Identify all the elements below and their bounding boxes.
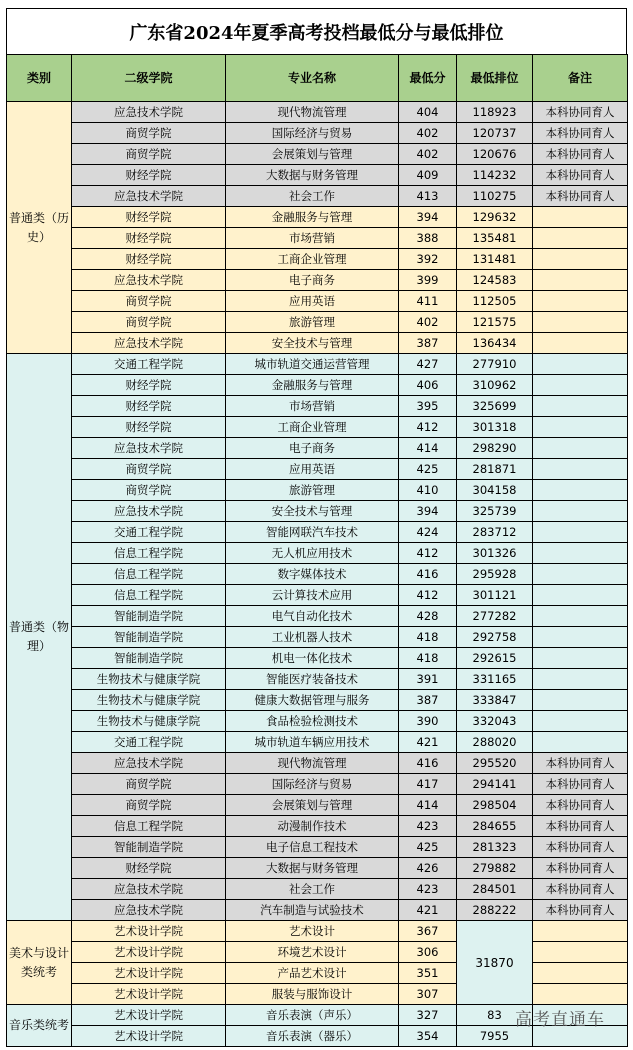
note-cell: 本科协同育人 [533, 165, 628, 186]
note-cell [533, 648, 628, 669]
min-rank-cell: 131481 [457, 249, 533, 270]
college-cell: 财经学院 [72, 165, 226, 186]
min-rank-cell: 277910 [457, 354, 533, 375]
min-score-cell: 387 [399, 333, 457, 354]
min-score-cell: 351 [399, 963, 457, 984]
note-cell [533, 711, 628, 732]
table-row [7, 963, 628, 984]
min-score-cell: 412 [399, 585, 457, 606]
min-rank-cell: 301318 [457, 417, 533, 438]
min-score-cell: 399 [399, 270, 457, 291]
min-score-cell: 423 [399, 879, 457, 900]
min-rank-cell: 310962 [457, 375, 533, 396]
major-cell: 现代物流管理 [226, 102, 399, 123]
college-cell: 应急技术学院 [72, 186, 226, 207]
note-cell [533, 270, 628, 291]
note-cell [533, 291, 628, 312]
major-cell: 国际经济与贸易 [226, 774, 399, 795]
college-cell: 艺术设计学院 [72, 1005, 226, 1026]
note-cell [533, 564, 628, 585]
note-cell [533, 375, 628, 396]
min-rank-cell: 135481 [457, 228, 533, 249]
college-cell: 艺术设计学院 [72, 942, 226, 963]
header-min-score: 最低分 [399, 55, 457, 102]
table-row [7, 627, 628, 648]
college-cell: 信息工程学院 [72, 585, 226, 606]
category-cell: 美术与设计类统考 [7, 921, 72, 1005]
min-rank-cell: 284655 [457, 816, 533, 837]
major-cell: 电子商务 [226, 270, 399, 291]
major-cell: 旅游管理 [226, 480, 399, 501]
min-score-cell: 391 [399, 669, 457, 690]
major-cell: 市场营销 [226, 228, 399, 249]
min-rank-cell: 281323 [457, 837, 533, 858]
table-title: 广东省2024年夏季高考投档最低分与最低排位 [6, 8, 627, 54]
min-score-cell: 409 [399, 165, 457, 186]
table-row [7, 396, 628, 417]
college-cell: 应急技术学院 [72, 879, 226, 900]
note-cell [533, 249, 628, 270]
score-table [6, 54, 628, 1047]
min-rank-cell: 331165 [457, 669, 533, 690]
min-score-cell: 406 [399, 375, 457, 396]
table-row [7, 459, 628, 480]
college-cell: 财经学院 [72, 207, 226, 228]
min-rank-cell: 288020 [457, 732, 533, 753]
college-cell: 艺术设计学院 [72, 963, 226, 984]
min-score-cell: 426 [399, 858, 457, 879]
college-cell: 生物技术与健康学院 [72, 690, 226, 711]
header-college: 二级学院 [72, 55, 226, 102]
major-cell: 工业机器人技术 [226, 627, 399, 648]
min-score-cell: 402 [399, 144, 457, 165]
table-row [7, 774, 628, 795]
major-cell: 健康大数据管理与服务 [226, 690, 399, 711]
table-row [7, 354, 628, 375]
min-rank-cell: 283712 [457, 522, 533, 543]
college-cell: 生物技术与健康学院 [72, 669, 226, 690]
college-cell: 智能制造学院 [72, 648, 226, 669]
min-score-cell: 327 [399, 1005, 457, 1026]
min-score-cell: 421 [399, 732, 457, 753]
major-cell: 工商企业管理 [226, 417, 399, 438]
min-score-cell: 404 [399, 102, 457, 123]
college-cell: 艺术设计学院 [72, 921, 226, 942]
table-row [7, 123, 628, 144]
table-row [7, 501, 628, 522]
note-cell: 本科协同育人 [533, 753, 628, 774]
college-cell: 艺术设计学院 [72, 1026, 226, 1047]
note-cell: 本科协同育人 [533, 102, 628, 123]
table-row [7, 984, 628, 1005]
table-row [7, 690, 628, 711]
note-cell [533, 333, 628, 354]
note-cell [533, 543, 628, 564]
college-cell: 生物技术与健康学院 [72, 711, 226, 732]
major-cell: 社会工作 [226, 186, 399, 207]
min-score-cell: 425 [399, 459, 457, 480]
major-cell: 城市轨道交通运营管理 [226, 354, 399, 375]
college-cell: 应急技术学院 [72, 333, 226, 354]
min-rank-cell: 301121 [457, 585, 533, 606]
min-score-cell: 306 [399, 942, 457, 963]
min-score-cell: 367 [399, 921, 457, 942]
note-cell [533, 354, 628, 375]
min-score-cell: 423 [399, 816, 457, 837]
min-rank-cell: 114232 [457, 165, 533, 186]
min-rank-cell: 277282 [457, 606, 533, 627]
major-cell: 音乐表演（声乐） [226, 1005, 399, 1026]
major-cell: 汽车制造与试验技术 [226, 900, 399, 921]
min-rank-cell: 118923 [457, 102, 533, 123]
min-rank-cell: 284501 [457, 879, 533, 900]
college-cell: 商贸学院 [72, 795, 226, 816]
category-cell: 普通类（历史） [7, 102, 72, 354]
note-cell [533, 396, 628, 417]
table-row [7, 942, 628, 963]
major-cell: 食品检验检测技术 [226, 711, 399, 732]
table-row [7, 291, 628, 312]
min-score-cell: 395 [399, 396, 457, 417]
college-cell: 商贸学院 [72, 459, 226, 480]
table-row [7, 732, 628, 753]
min-score-cell: 394 [399, 207, 457, 228]
table-row [7, 900, 628, 921]
min-rank-cell: 298504 [457, 795, 533, 816]
college-cell: 信息工程学院 [72, 564, 226, 585]
min-score-cell: 412 [399, 543, 457, 564]
college-cell: 财经学院 [72, 228, 226, 249]
table-row [7, 585, 628, 606]
table-row [7, 438, 628, 459]
min-score-cell: 392 [399, 249, 457, 270]
header-major: 专业名称 [226, 55, 399, 102]
min-score-cell: 414 [399, 795, 457, 816]
table-row [7, 375, 628, 396]
note-cell [533, 984, 628, 1005]
major-cell: 现代物流管理 [226, 753, 399, 774]
college-cell: 商贸学院 [72, 144, 226, 165]
major-cell: 城市轨道车辆应用技术 [226, 732, 399, 753]
note-cell [533, 921, 628, 942]
min-score-cell: 427 [399, 354, 457, 375]
note-cell [533, 459, 628, 480]
college-cell: 智能制造学院 [72, 837, 226, 858]
table-row [7, 837, 628, 858]
college-cell: 应急技术学院 [72, 753, 226, 774]
header-row [7, 55, 628, 102]
min-rank-cell: 279882 [457, 858, 533, 879]
college-cell: 财经学院 [72, 249, 226, 270]
college-cell: 交通工程学院 [72, 354, 226, 375]
min-score-cell: 402 [399, 312, 457, 333]
category-cell: 普通类（物理） [7, 354, 72, 921]
min-rank-cell: 120676 [457, 144, 533, 165]
college-cell: 财经学院 [72, 396, 226, 417]
major-cell: 云计算技术应用 [226, 585, 399, 606]
min-rank-cell: 121575 [457, 312, 533, 333]
major-cell: 会展策划与管理 [226, 144, 399, 165]
min-score-cell: 412 [399, 417, 457, 438]
min-score-cell: 411 [399, 291, 457, 312]
min-rank-cell: 110275 [457, 186, 533, 207]
table-row [7, 753, 628, 774]
major-cell: 社会工作 [226, 879, 399, 900]
note-cell [533, 732, 628, 753]
table-row [7, 648, 628, 669]
major-cell: 国际经济与贸易 [226, 123, 399, 144]
min-score-cell: 390 [399, 711, 457, 732]
table-row [7, 186, 628, 207]
note-cell [533, 501, 628, 522]
major-cell: 音乐表演（器乐） [226, 1026, 399, 1047]
major-cell: 动漫制作技术 [226, 816, 399, 837]
college-cell: 商贸学院 [72, 312, 226, 333]
min-rank-cell: 294141 [457, 774, 533, 795]
min-rank-cell: 31870 [457, 921, 533, 1005]
college-cell: 商贸学院 [72, 291, 226, 312]
min-rank-cell: 83 [457, 1005, 533, 1026]
note-cell: 本科协同育人 [533, 816, 628, 837]
table-row [7, 312, 628, 333]
note-cell [533, 669, 628, 690]
min-rank-cell: 292615 [457, 648, 533, 669]
table-row [7, 102, 628, 123]
table-row [7, 417, 628, 438]
min-score-cell: 307 [399, 984, 457, 1005]
table-body [7, 102, 628, 1047]
major-cell: 大数据与财务管理 [226, 165, 399, 186]
college-cell: 信息工程学院 [72, 816, 226, 837]
min-rank-cell: 112505 [457, 291, 533, 312]
min-rank-cell: 333847 [457, 690, 533, 711]
min-score-cell: 418 [399, 648, 457, 669]
table-row [7, 480, 628, 501]
college-cell: 智能制造学院 [72, 627, 226, 648]
table-row [7, 711, 628, 732]
min-score-cell: 354 [399, 1026, 457, 1047]
header-min-rank: 最低排位 [457, 55, 533, 102]
college-cell: 交通工程学院 [72, 522, 226, 543]
major-cell: 金融服务与管理 [226, 207, 399, 228]
min-score-cell: 418 [399, 627, 457, 648]
college-cell: 艺术设计学院 [72, 984, 226, 1005]
min-score-cell: 387 [399, 690, 457, 711]
watermark: 高考直通车 [515, 1010, 605, 1030]
table-row [7, 144, 628, 165]
min-rank-cell: 304158 [457, 480, 533, 501]
table-row [7, 795, 628, 816]
note-cell [533, 438, 628, 459]
min-score-cell: 417 [399, 774, 457, 795]
college-cell: 智能制造学院 [72, 606, 226, 627]
major-cell: 会展策划与管理 [226, 795, 399, 816]
college-cell: 财经学院 [72, 375, 226, 396]
note-cell [533, 228, 628, 249]
college-cell: 应急技术学院 [72, 270, 226, 291]
min-rank-cell: 288222 [457, 900, 533, 921]
min-rank-cell: 124583 [457, 270, 533, 291]
table-row [7, 207, 628, 228]
table-row [7, 816, 628, 837]
table-row [7, 669, 628, 690]
major-cell: 金融服务与管理 [226, 375, 399, 396]
min-score-cell: 416 [399, 564, 457, 585]
table-row [7, 606, 628, 627]
min-rank-cell: 120737 [457, 123, 533, 144]
note-cell: 本科协同育人 [533, 900, 628, 921]
table-row [7, 165, 628, 186]
note-cell [533, 417, 628, 438]
min-rank-cell: 292758 [457, 627, 533, 648]
college-cell: 应急技术学院 [72, 102, 226, 123]
table-row [7, 333, 628, 354]
note-cell [533, 690, 628, 711]
min-rank-cell: 325699 [457, 396, 533, 417]
college-cell: 应急技术学院 [72, 438, 226, 459]
min-rank-cell: 129632 [457, 207, 533, 228]
major-cell: 智能网联汽车技术 [226, 522, 399, 543]
major-cell: 市场营销 [226, 396, 399, 417]
min-score-cell: 428 [399, 606, 457, 627]
min-score-cell: 414 [399, 438, 457, 459]
min-rank-cell: 295928 [457, 564, 533, 585]
note-cell [533, 942, 628, 963]
table-row [7, 522, 628, 543]
major-cell: 艺术设计 [226, 921, 399, 942]
college-cell: 商贸学院 [72, 123, 226, 144]
note-cell [533, 480, 628, 501]
header-category: 类别 [7, 55, 72, 102]
table-row [7, 270, 628, 291]
major-cell: 机电一体化技术 [226, 648, 399, 669]
major-cell: 安全技术与管理 [226, 501, 399, 522]
min-score-cell: 421 [399, 900, 457, 921]
note-cell [533, 585, 628, 606]
min-score-cell: 425 [399, 837, 457, 858]
table-row [7, 249, 628, 270]
major-cell: 服装与服饰设计 [226, 984, 399, 1005]
college-cell: 商贸学院 [72, 480, 226, 501]
table-row [7, 228, 628, 249]
major-cell: 电子信息工程技术 [226, 837, 399, 858]
min-rank-cell: 281871 [457, 459, 533, 480]
major-cell: 智能医疗装备技术 [226, 669, 399, 690]
min-score-cell: 388 [399, 228, 457, 249]
major-cell: 应用英语 [226, 459, 399, 480]
note-cell [533, 606, 628, 627]
note-cell [533, 207, 628, 228]
table-row [7, 564, 628, 585]
note-cell [533, 627, 628, 648]
major-cell: 环境艺术设计 [226, 942, 399, 963]
min-score-cell: 394 [399, 501, 457, 522]
note-cell: 本科协同育人 [533, 123, 628, 144]
header-note: 备注 [533, 55, 628, 102]
note-cell: 本科协同育人 [533, 144, 628, 165]
college-cell: 信息工程学院 [72, 543, 226, 564]
min-rank-cell: 332043 [457, 711, 533, 732]
major-cell: 产品艺术设计 [226, 963, 399, 984]
major-cell: 数字媒体技术 [226, 564, 399, 585]
college-cell: 财经学院 [72, 858, 226, 879]
min-rank-cell: 325739 [457, 501, 533, 522]
min-score-cell: 402 [399, 123, 457, 144]
table-row [7, 879, 628, 900]
min-rank-cell: 301326 [457, 543, 533, 564]
min-rank-cell: 7955 [457, 1026, 533, 1047]
note-cell: 本科协同育人 [533, 795, 628, 816]
min-rank-cell: 295520 [457, 753, 533, 774]
college-cell: 交通工程学院 [72, 732, 226, 753]
min-rank-cell: 298290 [457, 438, 533, 459]
min-score-cell: 424 [399, 522, 457, 543]
note-cell: 本科协同育人 [533, 186, 628, 207]
note-cell: 本科协同育人 [533, 858, 628, 879]
major-cell: 大数据与财务管理 [226, 858, 399, 879]
min-score-cell: 410 [399, 480, 457, 501]
table-row [7, 858, 628, 879]
major-cell: 工商企业管理 [226, 249, 399, 270]
major-cell: 电气自动化技术 [226, 606, 399, 627]
table-row [7, 921, 628, 942]
major-cell: 旅游管理 [226, 312, 399, 333]
note-cell: 本科协同育人 [533, 774, 628, 795]
college-cell: 商贸学院 [72, 774, 226, 795]
min-rank-cell: 136434 [457, 333, 533, 354]
note-cell [533, 963, 628, 984]
major-cell: 应用英语 [226, 291, 399, 312]
note-cell: 本科协同育人 [533, 879, 628, 900]
min-score-cell: 416 [399, 753, 457, 774]
college-cell: 应急技术学院 [72, 501, 226, 522]
college-cell: 财经学院 [72, 417, 226, 438]
category-cell: 音乐类统考 [7, 1005, 72, 1047]
major-cell: 无人机应用技术 [226, 543, 399, 564]
min-score-cell: 413 [399, 186, 457, 207]
major-cell: 安全技术与管理 [226, 333, 399, 354]
note-cell [533, 312, 628, 333]
table-row [7, 543, 628, 564]
note-cell [533, 522, 628, 543]
major-cell: 电子商务 [226, 438, 399, 459]
note-cell: 本科协同育人 [533, 837, 628, 858]
college-cell: 应急技术学院 [72, 900, 226, 921]
